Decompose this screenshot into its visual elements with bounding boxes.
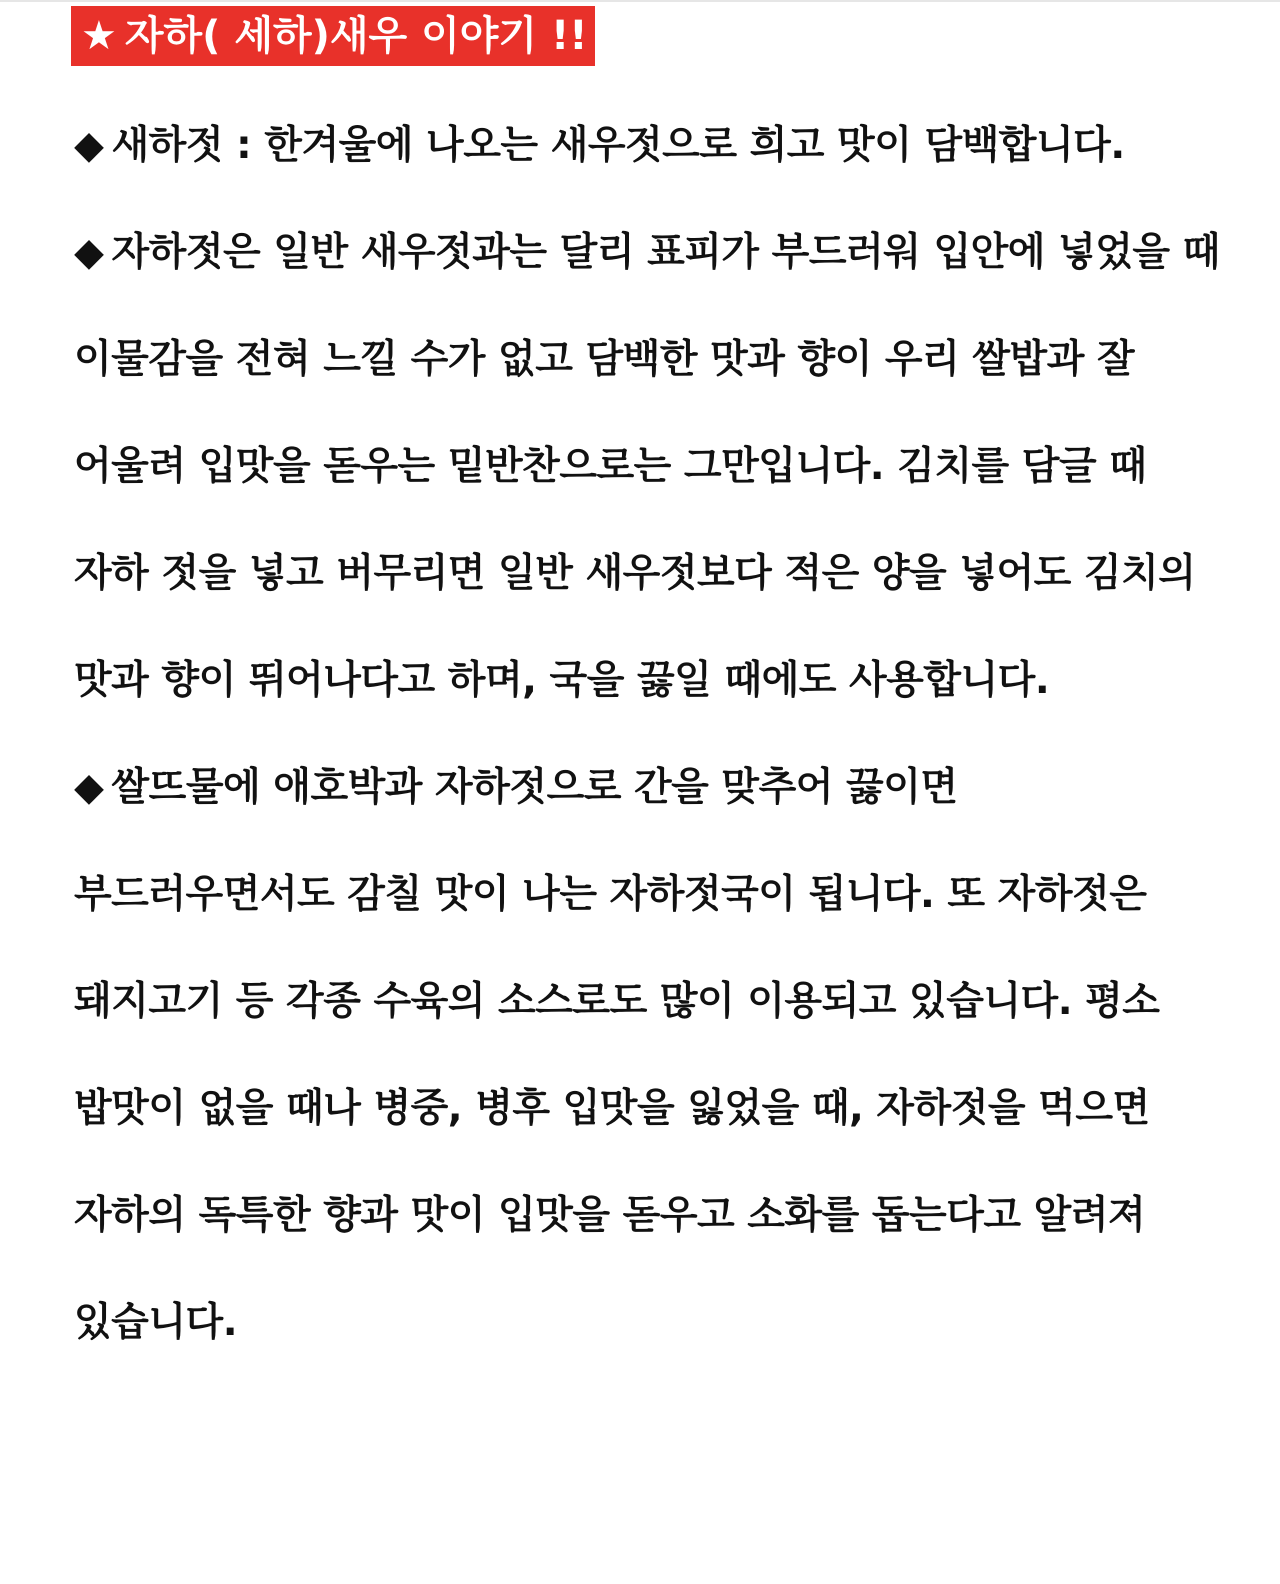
article-body [74, 6, 1224, 1376]
paragraph-jahajeot [74, 199, 1224, 734]
paragraph-jahajeotguk [74, 734, 1224, 1376]
diamond-bullet-icon: ◆ [74, 123, 104, 168]
star-icon: ★ [81, 13, 117, 59]
paragraph-text: 쌀뜨물에 애호박과 자하젓으로 간을 맞추어 끓이면 부드러우면서도 감칠 맛이 나는 자하젓국이 됩니다. 또 자하젓은 돼지고기 등 각종 수육의 소스로도 많이 이용되고 있습니다. 평소 밥맛이 없을 때나 병중, 병후 입맛을 잃었을 때, 자하젓을 먹으면 자하의 독특한 향과 맛이 입맛을 돋우고 소화를 돕는다고 알려져 있습니다. [74, 765, 1160, 1345]
page-title: 자하( 세하)새우 이야기 !! [124, 13, 588, 59]
paragraph-text: 자하젓은 일반 새우젓과는 달리 표피가 부드러워 입안에 넣었을 때 이물감을 전혀 느낄 수가 없고 담백한 맛과 향이 우리 쌀밥과 잘 어울려 입맛을 돋우는 밑반찬으로는 그만입니다. 김치를 담글 때 자하 젓을 넣고 버무리면 일반 새우젓보다 적은 양을 넣어도 김치의 맛과 향이 뛰어나다고 하며, 국을 끓일 때에도 사용합니다. [74, 230, 1220, 703]
paragraph-saehajeot [74, 92, 1224, 199]
top-divider [0, 0, 1280, 2]
paragraph-text: 새하젓 : 한겨울에 나오는 새우젓으로 희고 맛이 담백합니다. [111, 123, 1125, 168]
title-banner [71, 6, 595, 66]
diamond-bullet-icon: ◆ [74, 230, 104, 275]
diamond-bullet-icon: ◆ [74, 765, 104, 810]
